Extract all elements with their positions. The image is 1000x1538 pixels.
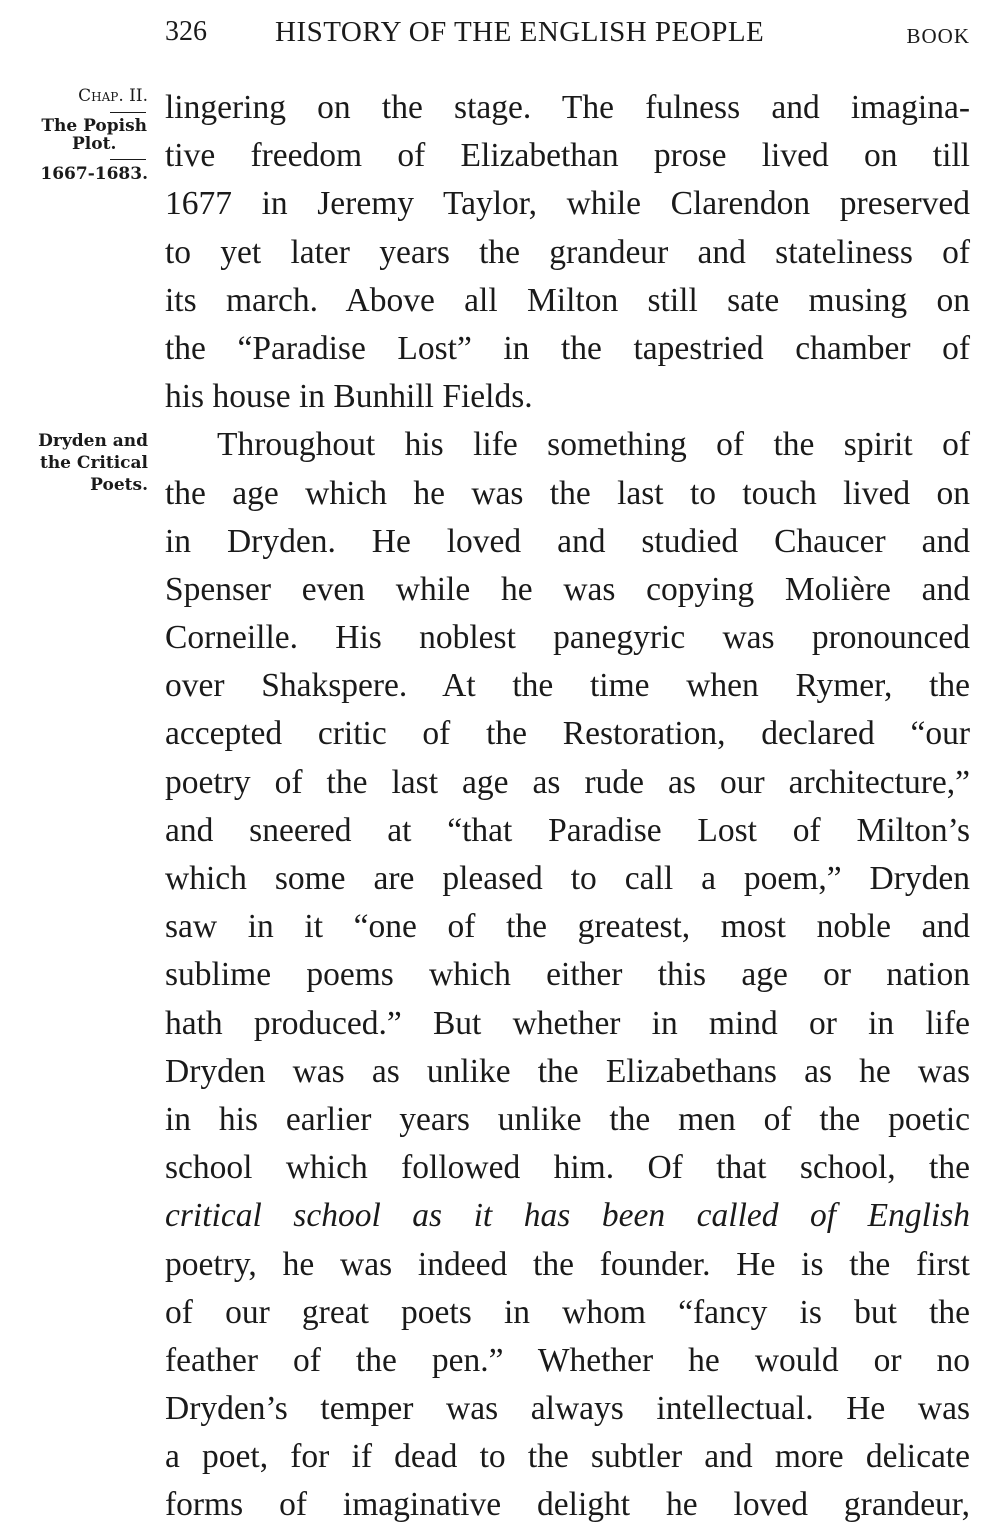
body-text xyxy=(165,84,970,1530)
text-line: Dryden was as unlike the Elizabethans as he was xyxy=(165,1052,970,1090)
margin-chapter: Chap. II. xyxy=(78,86,148,106)
text-line: poetry of the last age as rude as our architecture,” xyxy=(165,763,970,801)
text-line: Throughout his life something of the spirit of xyxy=(217,426,970,464)
text-line: tive freedom of Elizabethan prose lived on till xyxy=(165,137,970,175)
text-line: the age which he was the last to touch lived on xyxy=(165,474,970,512)
text-line: in Dryden. He loved and studied Chaucer and xyxy=(165,522,970,560)
margin-topic-line2: Plot. xyxy=(72,134,117,154)
running-title: HISTORY OF THE ENGLISH PEOPLE xyxy=(275,16,765,48)
text-line: lingering on the stage. The fulness and imagina- xyxy=(165,89,970,126)
text-line: Dryden’s temper was always intellectual. He was xyxy=(165,1390,970,1428)
text-line: 1677 in Jeremy Taylor, while Clarendon preserved xyxy=(165,185,970,223)
text-line: school which followed him. Of that school, the xyxy=(165,1149,970,1187)
text-line: over Shakspere. At the time when Rymer, the xyxy=(165,667,970,705)
margin-section-line2: the Critical xyxy=(39,453,148,473)
text-line: of our great poets in whom “fancy is but the xyxy=(165,1293,970,1331)
margin-topic-line1: The Popish xyxy=(41,116,148,136)
margin-section-line1: Dryden and xyxy=(38,431,148,451)
margin-chapter-group xyxy=(40,86,148,184)
text-line: his house in Bunhill Fields. xyxy=(165,378,533,416)
text-line: sublime poems which either this age or nation xyxy=(165,956,970,994)
text-line: its march. Above all Milton still sate musing on xyxy=(165,281,970,319)
text-line: critical school as it has been called of English xyxy=(165,1197,970,1235)
margin-section-line3: Poets. xyxy=(90,475,148,495)
text-line: a poet, for if dead to the subtler and more delicate xyxy=(165,1438,970,1476)
text-line: and sneered at “that Paradise Lost of Milton’s xyxy=(165,811,970,849)
margin-years: 1667-1683. xyxy=(40,164,148,184)
text-line: to yet later years the grandeur and stateliness of xyxy=(165,233,970,271)
margin-section-group xyxy=(38,430,148,496)
running-head xyxy=(165,12,970,56)
text-line: Spenser even while he was copying Molière and xyxy=(165,570,970,608)
text-line: in his earlier years unlike the men of the poetic xyxy=(165,1100,970,1138)
running-book-label: BOOK xyxy=(906,24,970,48)
margin-rule xyxy=(110,112,146,113)
text-line: Corneille. His noblest panegyric was pronounced xyxy=(165,619,970,657)
text-line: hath produced.” But whether in mind or in life xyxy=(165,1004,970,1042)
text-line: forms of imaginative delight he loved grandeur, xyxy=(165,1486,970,1524)
text-line: accepted critic of the Restoration, declared “our xyxy=(165,715,970,753)
margin-rule xyxy=(110,159,146,160)
text-line: the “Paradise Lost” in the tapestried chamber of xyxy=(165,329,970,367)
text-line: saw in it “one of the greatest, most noble and xyxy=(165,908,970,946)
text-line: poetry, he was indeed the founder. He is the first xyxy=(165,1245,970,1283)
page-number: 326 xyxy=(165,16,207,47)
text-line: which some are pleased to call a poem,” Dryden xyxy=(165,860,970,897)
text-line: feather of the pen.” Whether he would or no xyxy=(165,1341,970,1379)
